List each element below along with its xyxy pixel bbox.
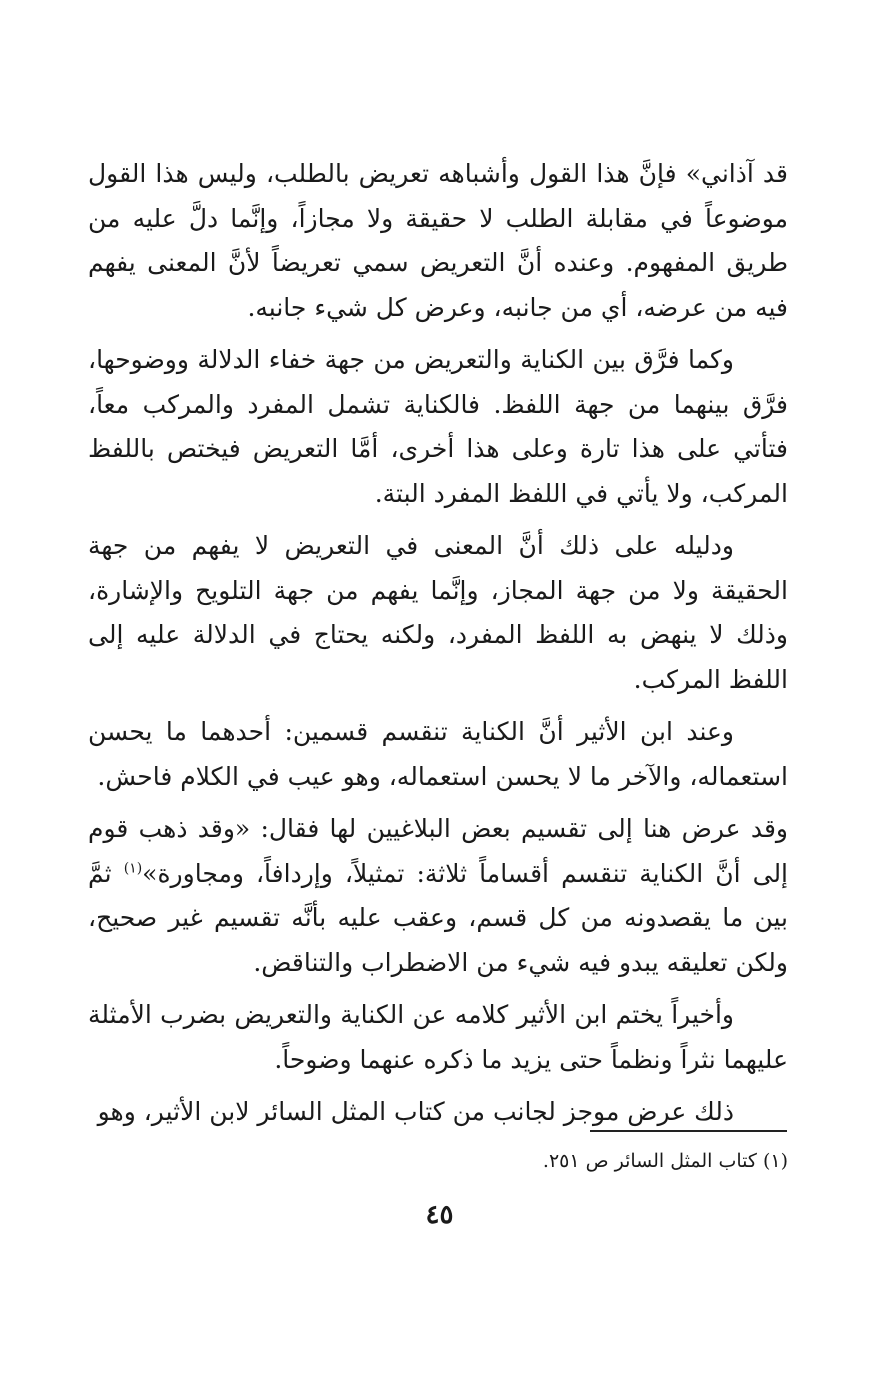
body-text xyxy=(88,152,788,1143)
paragraph-1: قد آذاني» فإنَّ هذا القول وأشباهه تعريض بالطلب، وليس هذا القول موضوعاً في مقابلة الطلب لا حقيقة ولا مجازاً، وإنَّما دلَّ عليه من طريق المفهوم. وعنده أنَّ التعريض سمي تعريضاً لأنَّ المعنى يفهم فيه من عرضه، أي من جانبه، وعرض كل شيء جانبه. xyxy=(88,159,788,322)
page-number: ٤٥ xyxy=(425,1200,454,1230)
paragraph-5-text-end: ثمَّ بين ما يقصدونه من كل قسم، وعقب عليه بأنَّه تقسيم غير صحيح، ولكن تعليقه يبدو فيه شيء من الاضطراب والتناقض. xyxy=(88,858,788,977)
paragraph-4: وعند ابن الأثير أنَّ الكناية تنقسم قسمين: أحدهما ما يحسن استعماله، والآخر ما لا يحسن استعماله، وهو عيب في الكلام فاحش. xyxy=(88,717,788,791)
footnote-reference[interactable]: (١) xyxy=(123,860,143,877)
paragraph-5-text-start: وقد عرض هنا إلى تقسيم بعض البلاغيين لها فقال: «وقد ذهب قوم إلى أنَّ الكناية تنقسم أقساماً ثلاثة: تمثيلاً، وإردافاً، ومجاورة» xyxy=(88,814,789,888)
paragraph-7: ذلك عرض موجز لجانب من كتاب المثل السائر لابن الأثير، وهو xyxy=(97,1097,734,1126)
paragraph-3: ودليله على ذلك أنَّ المعنى في التعريض لا يفهم من جهة الحقيقة ولا من جهة المجاز، وإنَّما يفهم من جهة التلويح والإشارة، وذلك لا ينهض به اللفظ المفرد، ولكنه يحتاج في الدلالة عليه إلى اللفظ المركب. xyxy=(88,531,788,694)
paragraph-6: وأخيراً يختم ابن الأثير كلامه عن الكناية والتعريض بضرب الأمثلة عليهما نثراً ونظماً حتى يزيد ما ذكره عنهما وضوحاً. xyxy=(88,1000,788,1074)
paragraph-2: وكما فرَّق بين الكناية والتعريض من جهة خفاء الدلالة ووضوحها، فرَّق بينهما من جهة اللفظ. فالكناية تشمل المفرد والمركب معاً، فتأتي على هذا تارة وعلى هذا أخرى، أمَّا التعريض فيختص باللفظ المركب، ولا يأتي في اللفظ المفرد البتة. xyxy=(88,345,788,508)
footnote-divider xyxy=(590,1130,787,1132)
footnote: (١) كتاب المثل السائر ص ٢٥١. xyxy=(542,1150,788,1172)
paragraph-5 xyxy=(88,807,788,985)
